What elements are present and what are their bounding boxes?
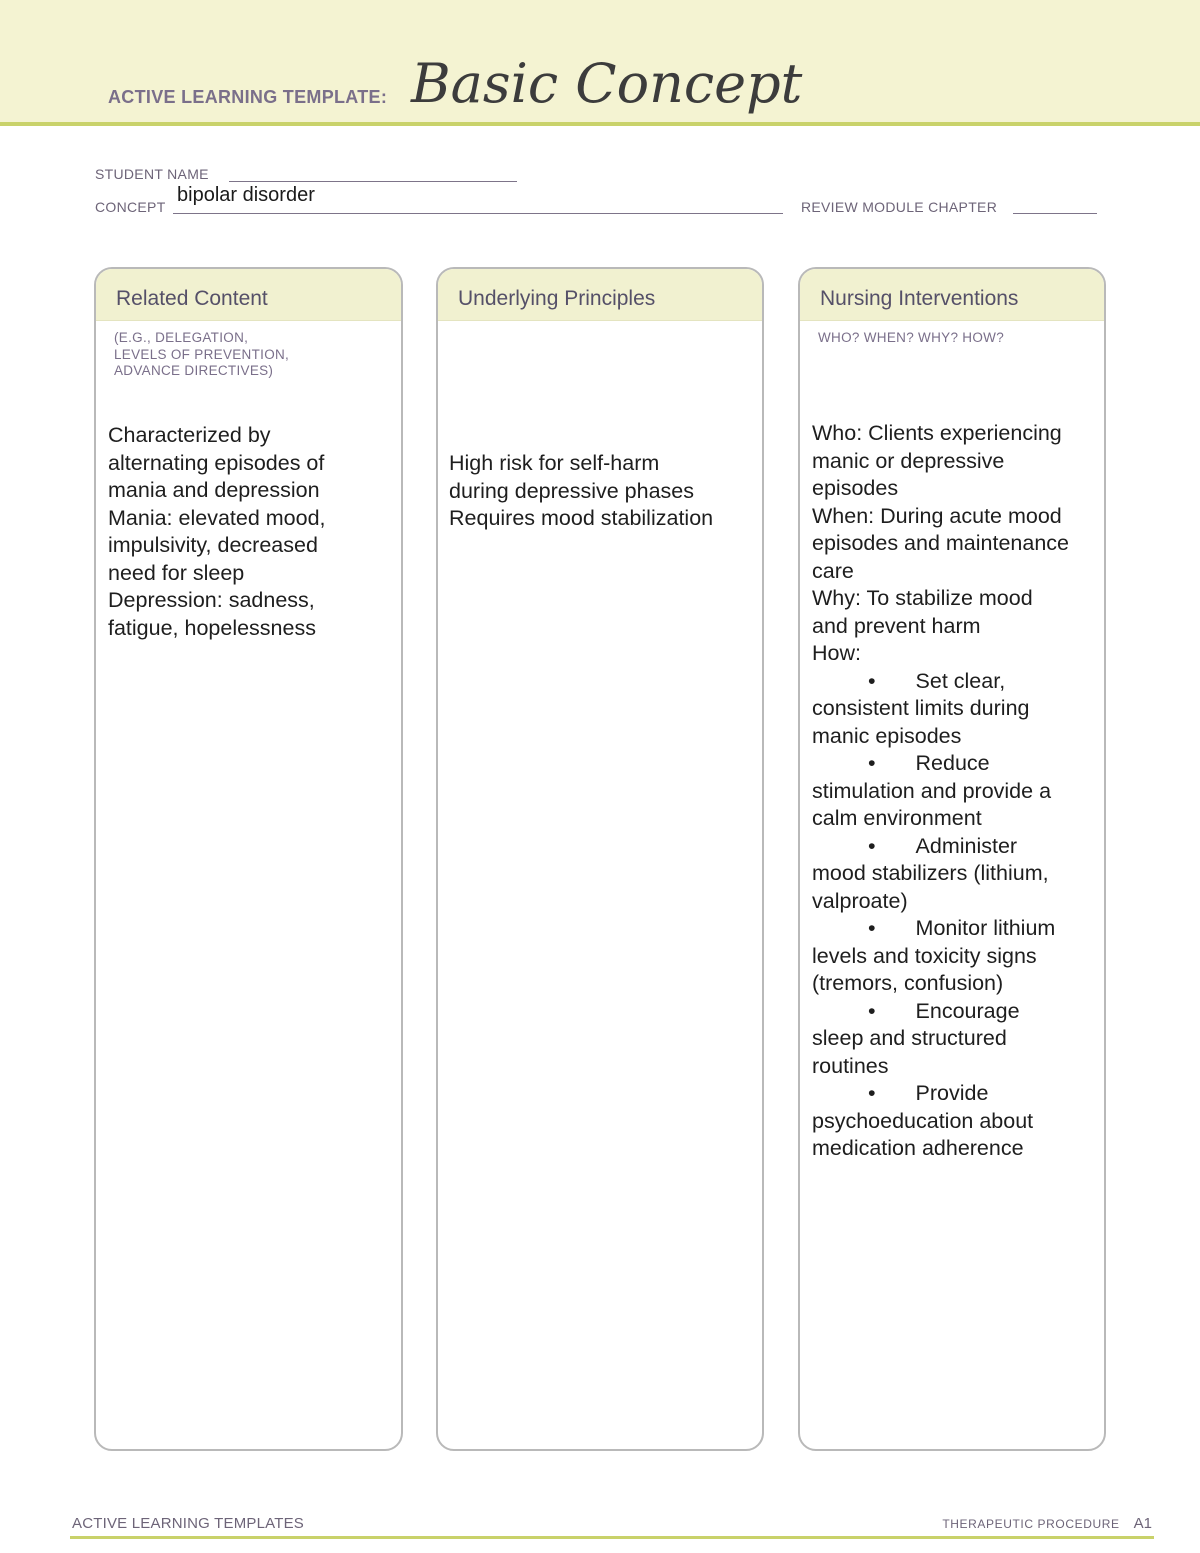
related-content-line: fatigue, hopelessness	[108, 615, 316, 640]
related-content-line: Mania: elevated mood,	[108, 505, 326, 530]
page-number: A1	[1133, 1515, 1152, 1532]
related-content-text	[108, 422, 326, 642]
underlying-principles-text	[449, 450, 713, 533]
nursing-interventions-line: • Administer	[812, 833, 1069, 861]
nursing-interventions-line: Why: To stabilize mood	[812, 586, 1033, 610]
nursing-interventions-line: How:	[812, 641, 861, 665]
underlying-principles-panel	[436, 267, 764, 1451]
nursing-interventions-line: sleep and structured	[812, 1026, 1007, 1050]
nursing-interventions-line: calm environment	[812, 806, 982, 830]
underlying-principles-line: during depressive phases	[449, 478, 695, 503]
nursing-interventions-line: (tremors, confusion)	[812, 971, 1004, 995]
related-content-line: mania and depression	[108, 478, 320, 502]
nursing-interventions-line: • Set clear,	[812, 668, 1069, 696]
nursing-interventions-panel	[798, 267, 1106, 1451]
underlying-principles-line: Requires mood stabilization	[449, 506, 714, 530]
nursing-interventions-line: levels and toxicity signs	[812, 943, 1037, 968]
nursing-interventions-line: routines	[812, 1053, 889, 1078]
nursing-interventions-line: mood stabilizers (lithium,	[812, 861, 1049, 885]
nursing-interventions-line: consistent limits during	[812, 696, 1030, 720]
nursing-interventions-line: • Reduce	[812, 750, 1069, 778]
nursing-interventions-line: psychoeducation about	[812, 1108, 1034, 1133]
template-title: Basic Concept	[411, 52, 803, 115]
nursing-interventions-line: • Provide	[812, 1080, 1069, 1108]
related-content-line: need for sleep	[108, 560, 245, 585]
student-name-field[interactable]	[229, 181, 517, 182]
related-content-panel	[94, 267, 403, 1451]
nursing-interventions-text	[812, 420, 1069, 1163]
review-module-label: REVIEW MODULE CHAPTER	[801, 199, 998, 215]
related-content-title: Related Content	[96, 269, 401, 321]
footer-left: ACTIVE LEARNING TEMPLATES	[72, 1515, 304, 1532]
nursing-interventions-line: care	[812, 558, 854, 583]
nursing-interventions-line: episodes	[812, 476, 899, 500]
nursing-interventions-line: stimulation and provide a	[812, 778, 1052, 803]
related-content-subtitle: (E.G., DELEGATION, LEVELS OF PREVENTION, ADVANCE DIRECTIVES)	[114, 330, 290, 378]
concept-value: bipolar disorder	[177, 184, 315, 206]
nursing-interventions-line: When: During acute mood	[812, 503, 1062, 528]
nursing-interventions-line: valproate)	[812, 888, 908, 913]
footer-right	[942, 1515, 1152, 1532]
related-content-line: Characterized by	[108, 423, 271, 447]
footer-section: THERAPEUTIC PROCEDURE	[942, 1517, 1120, 1531]
related-content-line: alternating episodes of	[108, 450, 325, 475]
related-content-line: Depression: sadness,	[108, 588, 315, 612]
nursing-interventions-line: • Encourage	[812, 998, 1069, 1026]
underlying-principles-line: High risk for self-harm	[449, 451, 660, 475]
nursing-interventions-line: Who: Clients experiencing	[812, 421, 1062, 445]
review-module-field[interactable]	[1013, 213, 1097, 214]
nursing-interventions-line: • Monitor lithium	[812, 915, 1069, 943]
nursing-interventions-line: episodes and maintenance	[812, 531, 1069, 555]
nursing-interventions-line: and prevent harm	[812, 613, 981, 638]
concept-field[interactable]	[173, 213, 783, 214]
student-name-label: STUDENT NAME	[95, 166, 209, 182]
header-rule	[0, 122, 1200, 126]
concept-label: CONCEPT	[95, 199, 166, 215]
nursing-interventions-subtitle: WHO? WHEN? WHY? HOW?	[818, 330, 1005, 345]
nursing-interventions-line: manic or depressive	[812, 448, 1005, 473]
template-label: ACTIVE LEARNING TEMPLATE:	[108, 87, 388, 107]
nursing-interventions-title: Nursing Interventions	[800, 269, 1104, 321]
underlying-principles-title: Underlying Principles	[438, 269, 762, 321]
nursing-interventions-line: medication adherence	[812, 1136, 1024, 1160]
related-content-line: impulsivity, decreased	[108, 533, 318, 557]
footer-rule	[70, 1536, 1154, 1539]
nursing-interventions-line: manic episodes	[812, 723, 962, 748]
